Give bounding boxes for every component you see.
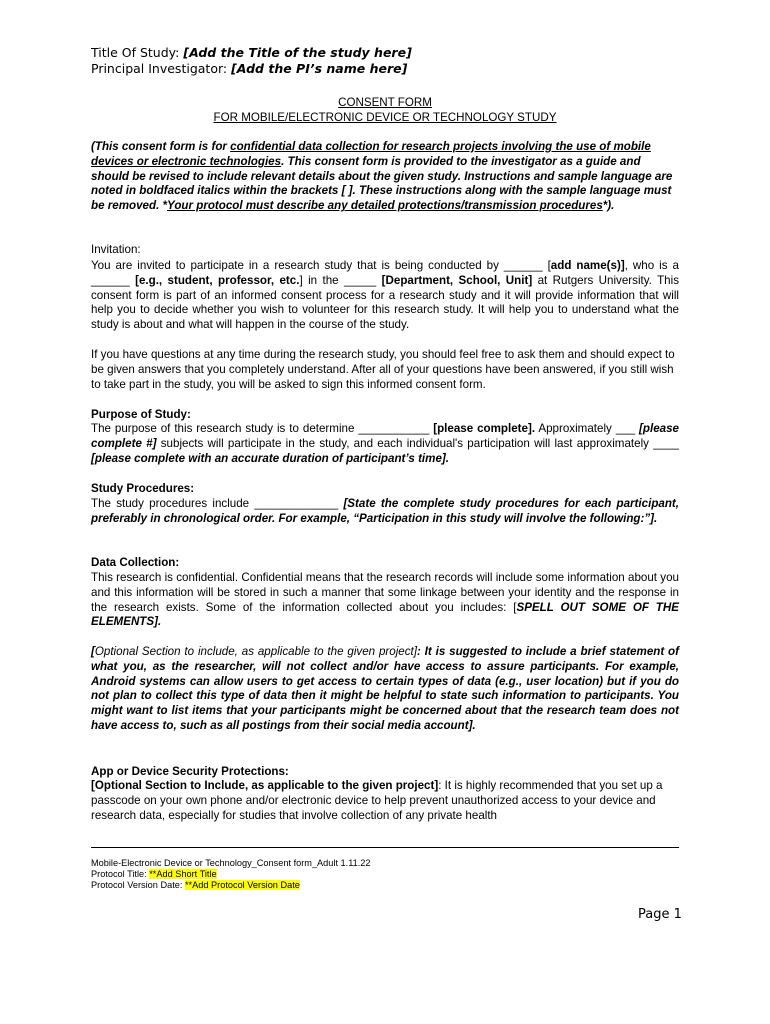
invitation-paragraph-2: If you have questions at any time during the research study, you should feel free to ask them and should expect to be given answers that you completely understand. After all of your questions have been answered, if you still wish to take part in the study, you will be asked to sign this informed consent form. bbox=[91, 348, 675, 391]
intro-paragraph: (This consent form is for confidential data collection for research projects involving the use of mobile devices or electronic technologies. This consent form is provided to the investigator as a guide and should be revised to include relevant details about the given study. Instructions and sample language are noted in boldfaced italics within the brackets [ ]. These instructions along with the sample language must be removed. *Your protocol must describe any detailed protections/transmission procedures*). bbox=[91, 140, 673, 213]
security-paragraph: [Optional Section to Include, as applicable to the given project]: It is highly recommended that you set up a passcode on your own phone and/or electronic device to help prevent unauthorized access to your device and research data, especially for studies that involve collection of any private health bbox=[91, 779, 663, 822]
pi-label: Principal Investigator: bbox=[91, 61, 228, 76]
purpose-heading: Purpose of Study: bbox=[91, 408, 191, 421]
purpose-paragraph: The purpose of this research study is to determine ___________ [please complete]. Approximately ___ [please complete #] subjects will participate in the study, and each individual's participation will last approximately ____ [please complete with an accurate duration of participant’s time]. bbox=[91, 422, 679, 465]
pi-value: [Add the PI’s name here] bbox=[231, 61, 408, 76]
footer-divider bbox=[91, 847, 679, 848]
page-number: Page 1 bbox=[638, 907, 682, 922]
data-collection-paragraph: This research is confidential. Confidential means that the research records will include some information about you and this information will be stored in such a manner that some linkage between your identity and the response in the research exists. Some of the information collected about you includes: [SPELL OUT SOME OF THE ELEMENTS]. bbox=[91, 571, 679, 629]
procedures-paragraph: The study procedures include _____________ [State the complete study procedures for each participant, preferably in chronological order. For example, “Participation in this study will involve the following:”]. bbox=[91, 497, 680, 525]
study-title-line bbox=[91, 45, 412, 61]
consent-form-title: CONSENT FORM bbox=[338, 96, 432, 109]
pi-line bbox=[91, 61, 407, 77]
study-title-value: [Add the Title of the study here] bbox=[183, 45, 412, 60]
security-heading: App or Device Security Protections: bbox=[91, 765, 289, 778]
footer-protocol-title: Protocol Title: **Add Short Title bbox=[91, 869, 217, 879]
optional-section-paragraph: [Optional Section to include, as applicable to the given project]: It is suggested to include a brief statement of what you, as the researcher, will not collect and/or have access to assure participants. For example, Android systems can allow users to get access to certain types of data (e.g., user location) but if you do not plan to collect this type of data then it might be helpful to state such information to participants. You might want to list items that your participants might be concerned about that the research team does not have access to, such as all postings from their social media account]. bbox=[91, 645, 679, 732]
data-collection-heading: Data Collection: bbox=[91, 556, 180, 569]
consent-form-subtitle: FOR MOBILE/ELECTRONIC DEVICE OR TECHNOLOGY STUDY bbox=[213, 111, 557, 124]
study-title-label: Title Of Study: bbox=[91, 45, 180, 60]
invitation-paragraph-1: You are invited to participate in a research study that is being conducted by ______ [add name(s)], who is a ______ [e.g., student, professor, etc.] in the _____ [Department, School, Unit] at Rutgers University. This consent form is part of an informed consent process for a research study and it will provide information that will help you to decide whether you wish to volunteer for this research study. It will help you to understand what the study is about and what will happen in the course of the study. bbox=[91, 259, 679, 332]
invitation-heading: Invitation: bbox=[91, 243, 141, 256]
footer-protocol-version: Protocol Version Date: **Add Protocol Version Date bbox=[91, 880, 300, 890]
footer-form-name: Mobile-Electronic Device or Technology_Consent form_Adult 1.11.22 bbox=[91, 858, 371, 868]
procedures-heading: Study Procedures: bbox=[91, 482, 195, 495]
